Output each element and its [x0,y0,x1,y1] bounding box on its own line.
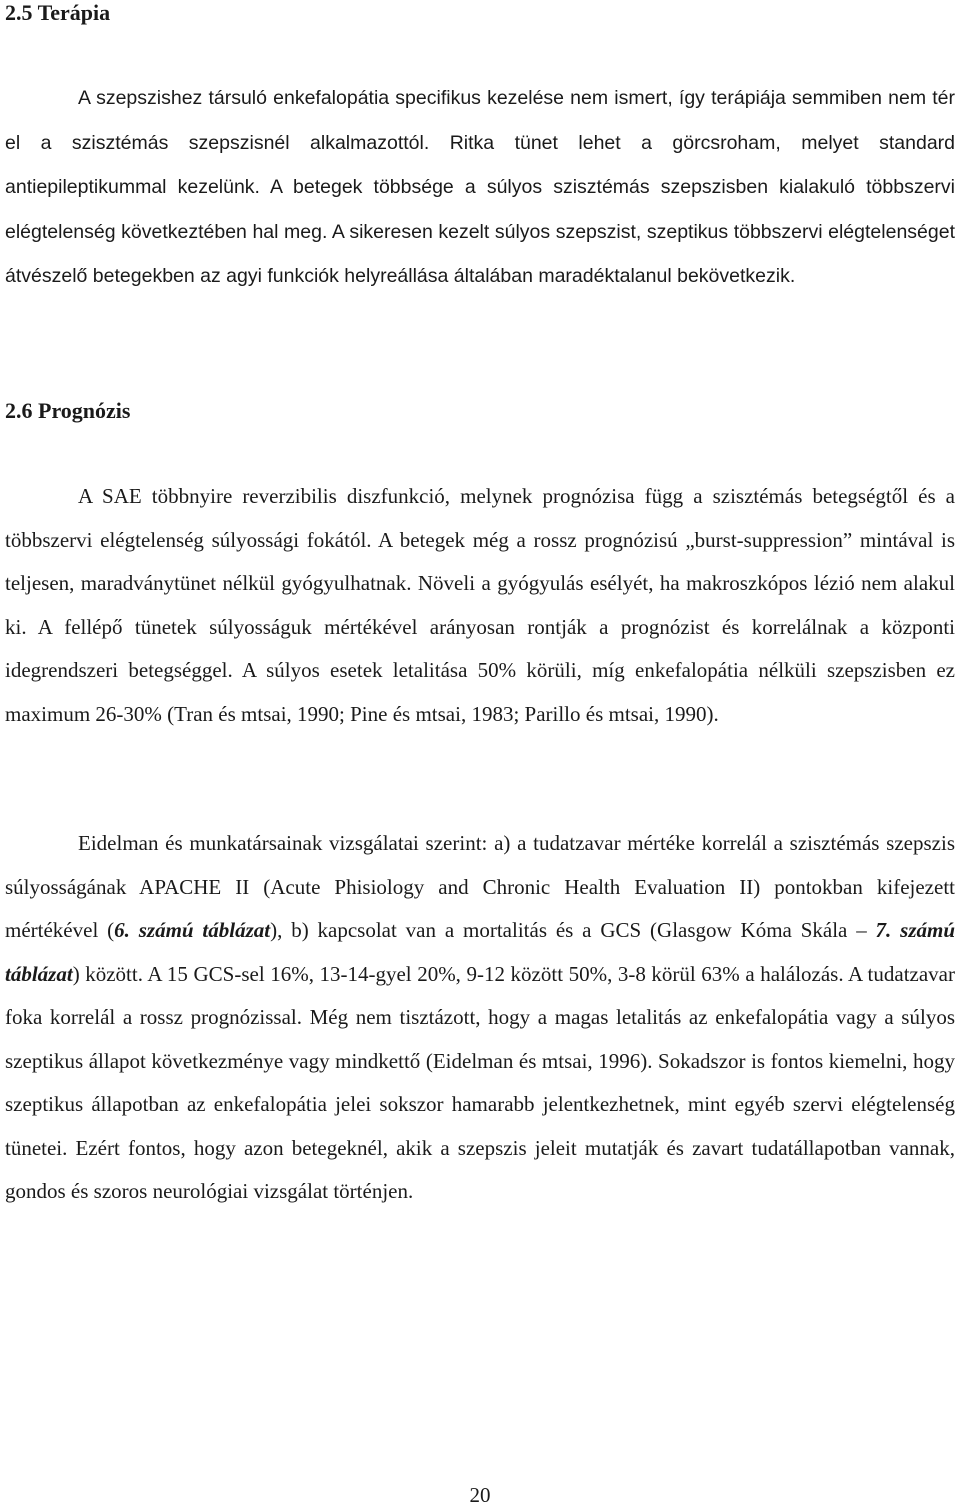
table-reference-6: 6. számú táblázat [114,918,271,942]
prognosis-paragraph-2-part3: ) között. A 15 GCS-sel 16%, 13-14-gyel 20%, 9-12 között 50%, 3-8 körül 63% a halálozás. A tudatzavar foka korrelál a rossz prognózissal. Még nem tisztázott, hogy a magas letalitás az enkefalopátia vagy a súlyos szeptikus állapot következménye vagy mindkettő (Eidelman és mtsai, 1996). Sokadszor is fontos kiemelni, hogy szeptikus állapotban az enkefalopátia jelei sokszor hamarabb jelentkezhetnek, mint egyéb szervi elégtelenség tünetei. Ezért fontos, hogy azon betegeknél, akik a szepszis jeleit mutatják és zavart tudatállapotban vannak, gondos és szoros neurológiai vizsgálat történjen. [5,961,955,1203]
section-heading-therapy: 2.5 Terápia [5,0,111,25]
page-number: 20 [469,1483,491,1507]
table-reference-7: 7. számú táblázat [5,918,955,986]
prognosis-paragraph-1: A SAE többnyire reverzibilis diszfunkció, melynek prognózisa függ a szisztémás betegségtől és a többszervi elégtelenség súlyossági fokától. A betegek még a rossz prognózisú „burst-suppression” mintával is teljesen, maradványtünet nélkül gyógyulhatnak. Növeli a gyógyulás esélyét, ha makroszkópos lézió nem alakul ki. A fellépő tünetek súlyosságuk mértékével arányosan rontják a prognózist és korrelálnak a központi idegrendszeri betegséggel. A súlyos esetek letalitása 50% körüli, míg enkefalopátia nélküli szepszisben ez maximum 26-30% (Tran és mtsai, 1990; Pine és mtsai, 1983; Parillo és mtsai, 1990). [5,484,955,726]
prognosis-paragraph-2 [5,822,955,1214]
prognosis-paragraph-2-part2: ), b) kapcsolat van a mortalitás és a GCS (Glasgow Kóma Skála – [270,918,876,942]
prognosis-paragraph-2-part1: Eidelman és munkatársainak vizsgálatai szerint: a) a tudatzavar mértéke korrelál a szisztémás szepszis súlyosságának APACHE II (Acute Phisiology and Chronic Health Evaluation II) pontokban kifejezett mértékével ( [5,831,955,942]
section-heading-prognosis: 2.6 Prognózis [5,398,131,423]
therapy-paragraph [5,76,955,299]
therapy-paragraph-text: A szepszishez társuló enkefalopátia specifikus kezelése nem ismert, így terápiája semmiben nem tér el a szisztémás szepszisnél alkalmazottól. Ritka tünet lehet a görcsroham, melyet standard antiepileptikummal kezelünk. A betegek többsége a súlyos szisztémás szepszisben kialakuló többszervi elégtelenség következtében hal meg. A sikeresen kezelt súlyos szepszist, szeptikus többszervi elégtelenséget átvészelő betegekben az agyi funkciók helyreállása általában maradéktalanul bekövetkezik. [5,87,955,287]
